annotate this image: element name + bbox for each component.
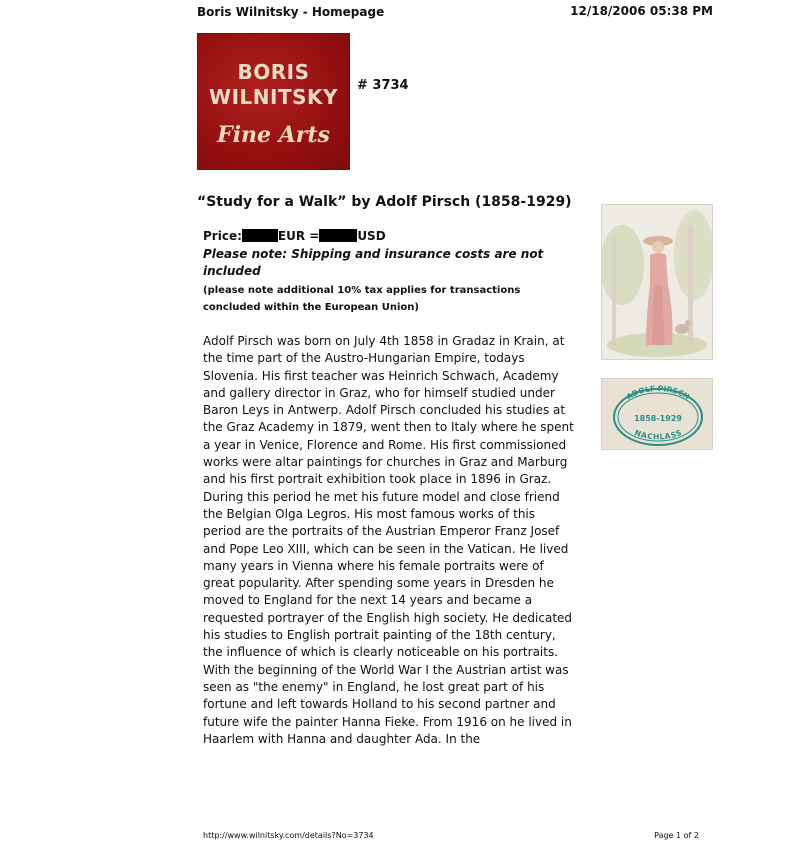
stamp-top-text: ADOLF PIRSCH	[624, 383, 692, 402]
usd-label: USD	[357, 229, 386, 243]
artwork-title: “Study for a Walk” by Adolf Pirsch (1858-1929)	[197, 194, 572, 210]
painting-illustration	[602, 205, 712, 359]
svg-text:NACHLASS	[633, 428, 682, 441]
stamp-middle-text: 1858-1929	[634, 414, 682, 423]
painting-thumbnail[interactable]	[601, 204, 713, 360]
svg-text:ADOLF PIRSCH	[625, 384, 691, 401]
price-line	[203, 229, 386, 243]
eur-label: EUR =	[277, 229, 320, 243]
logo-line-boris: BORIS	[237, 60, 310, 84]
price-label: Price:	[203, 229, 242, 243]
page-url[interactable]: http://www.wilnitsky.com/details?No=3734	[203, 831, 374, 840]
redacted-eur-amount	[242, 229, 278, 242]
item-number: # 3734	[357, 78, 409, 93]
stamp-bottom-text: NACHLASS	[633, 427, 683, 442]
print-timestamp: 12/18/2006 05:38 PM	[570, 4, 713, 18]
stamp-oval	[602, 379, 712, 449]
site-title: Boris Wilnitsky - Homepage	[197, 5, 385, 19]
shipping-note: Please note: Shipping and insurance costs are not included	[203, 247, 544, 278]
artist-biography: Adolf Pirsch was born on July 4th 1858 in Gradaz in Krain, at the time part of the Austro-Hungarian Empire, todays Slovenia. His first teacher was Heinrich Schwach, Academy and gallery director in Graz, who for himself studied under Baron Leys in Antwerp. Adolf Pirsch concluded his studies at the Graz Academy in 1879, went then to Italy where he spent a year in Venice, Florence and Rome. His first commissioned works were altar paintings for churches in Graz and Marburg and his first portrait exhibition took place in 1896 in Graz. During this period he met his future model and close friend the Belgian Olga Legros. His most famous works of this period are the portraits of the Austrian Emperor Franz Josef and Pope Leo XIII, which can be seen in the Vatican. He lived many years in Vienna where his female portraits were of great popularity. After spending some years in Dresden he moved to England for the next 14 years and became a requested portrayer of the English high society. He dedicated his studies to English portrait painting of the 18th century, the influence of which is clearly noticeable on his portraits. With the beginning of the World War I the Austrian artist was seen as "the enemy" in England, he lost great part of his fortune and left towards Holland to his second partner and future wife the painter Hanna Fieke. From 1916 on he lived in Haarlem with Hanna and daughter Ada. In the	[203, 334, 574, 746]
tax-note: (please note additional 10% tax applies for transactions concluded within the European Union)	[203, 285, 521, 313]
redacted-usd-amount	[319, 229, 357, 242]
logo-line-fine-arts: Fine Arts	[217, 122, 330, 148]
logo-line-wilnitsky: WILNITSKY	[209, 85, 338, 109]
estate-stamp[interactable]	[601, 378, 713, 450]
gallery-logo[interactable]	[197, 33, 350, 170]
page-number: Page 1 of 2	[654, 831, 699, 840]
